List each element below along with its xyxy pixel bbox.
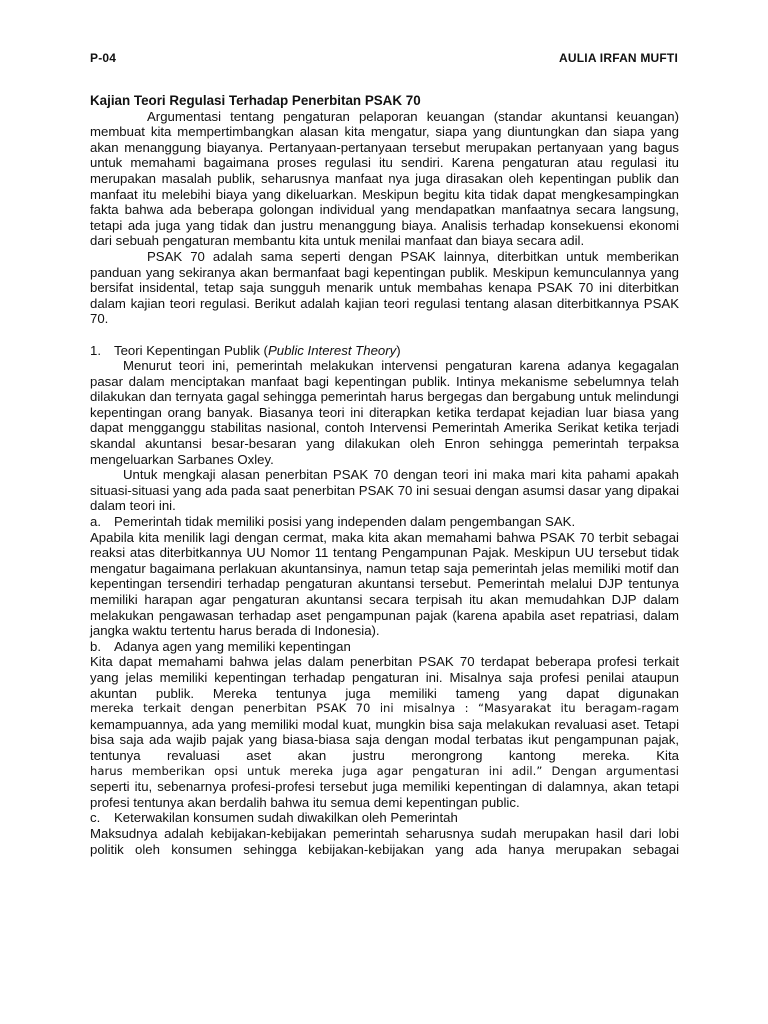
list-item-b-body-1: Kita dapat memahami bahwa jelas dalam penerbitan PSAK 70 terdapat beberapa profesi terkait yang jelas memiliki kepentingan terhadap pengaturan ini. Misalnya saja profesi penilai ataupun akuntan publik. Mereka tentunya juga memiliki tameng yang dapat digunakan <box>90 654 679 701</box>
author-name: AULIA IRFAN MUFTI <box>559 51 678 65</box>
section-1-heading <box>90 343 679 359</box>
list-item-b-body-4: harus memberikan opsi untuk mereka juga agar pengaturan ini adil.” Dengan argumentasi <box>90 763 679 778</box>
section-1-number: 1. <box>90 342 101 358</box>
document-title: Kajian Teori Regulasi Terhadap Penerbitan PSAK 70 <box>90 93 421 108</box>
list-item-a-body: Apabila kita menilik lagi dengan cermat, maka kita akan memahami bahwa PSAK 70 terbit sebagai reaksi atas diterbitkannya UU Nomor 11 tentang Pengampunan Pajak. Meskipun UU tersebut tidak mengatur bagaimana perlakuan akuntansinya, namun tetap saja pemerintah jelas memiliki motif dan kepentingan tersendiri terhadap pengaturan akuntansi tersebut. Pemerintah melalui DJP tentunya memiliki harapan agar pengaturan akuntansi secara terpisah itu akan memudahkan DJP dalam melakukan pengawasan terhadap aset pengampunan pajak (karena apabila aset repatriasi, dalam jangka waktu tertentu harus berada di Indonesia). <box>90 529 679 639</box>
page-header <box>90 51 678 65</box>
paragraph-gap <box>90 327 679 343</box>
list-item-b-heading <box>90 639 679 655</box>
intro-paragraph-1: Argumentasi tentang pengaturan pelaporan keuangan (standar akuntansi keuangan) membuat kita mempertimbangkan alasan kita mengatur, siapa yang diuntungkan dan siapa yang akan menanggung biayanya. Pertanyaan-pertanyaan tersebut merupakan pertanyaan yang bagus untuk memahami bagaimana proses regulasi itu sendiri. Karena pengaturan atau regulasi itu merupakan masalah publik, seharusnya manfaat nya juga dirasakan oleh kepentingan publik dan manfaat itu melebihi biaya yang dikeluarkan. Meskipun begitu kita tidak dapat mengkesampingkan fakta bahwa ada beberapa golongan individual yang mendapatkan manfaatnya secara langsung, tetapi ada juga yang tidak dan justru menanggung biaya. Analisis terhadap konsekuensi ekonomi dari sebuah pengaturan membantu kita untuk menilai manfaat dan biaya secara adil. <box>90 108 679 249</box>
section-1-title: Teori Kepentingan Publik (Public Interest Theory) <box>114 342 401 358</box>
section-1-paragraph-2: Untuk mengkaji alasan penerbitan PSAK 70 dengan teori ini maka mari kita pahami apakah situasi-situasi yang ada pada saat penerbitan PSAK 70 ini sesuai dengan asumsi dasar yang dipakai dalam teori ini. <box>90 467 679 514</box>
list-item-b-body-3: kemampuannya, ada yang memiliki modal kuat, mungkin bisa saja melakukan revaluasi aset. Tetapi bisa saja ada wajib pajak yang biasa-biasa saja dengan modal terbatas ikut pengampunan pajak, tentunya revaluasi aset akan justru merongrong kantong mereka. Kita <box>90 716 679 763</box>
page-code: P-04 <box>90 51 117 65</box>
list-item-b-label: b. <box>90 638 101 654</box>
list-item-b-title: Adanya agen yang memiliki kepentingan <box>114 638 351 654</box>
intro-paragraph-2: PSAK 70 adalah sama seperti dengan PSAK lainnya, diterbitkan untuk memberikan panduan yang sekiranya akan bermanfaat bagi kepentingan publik. Meskipun kemunculannya yang bersifat insidental, tetap saja sungguh menarik untuk membahas kenapa PSAK 70 ini diterbitkan dalam kajian teori regulasi. Berikut adalah kajian teori regulasi tentang alasan diterbitkannya PSAK 70. <box>90 248 679 327</box>
section-1-paragraph-1: Menurut teori ini, pemerintah melakukan intervensi pengaturan karena adanya kegagalan pasar dalam menciptakan manfaat bagi kepentingan publik. Intinya mekanisme sebelumnya telah dilakukan dan ternyata gagal sehingga pemerintah harus bergegas dan bergabung untuk melindungi kepentingan orang banyak. Biasanya teori ini diterapkan ketika terdapat kejadian luar biasa yang dapat mengganggu stabilitas nasional, contoh Intervensi Pemerintah Amerika Serikat ketika terjadi skandal akuntansi besar-besaran yang dilakukan oleh Enron sehingga pemerintah terpaksa mengeluarkan Sarbanes Oxley. <box>90 358 679 467</box>
list-item-c-heading <box>90 810 679 826</box>
list-item-c-label: c. <box>90 810 101 826</box>
list-item-b-body-5: seperti itu, sebenarnya profesi-profesi tersebut juga memiliki kepentingan di dalamnya, akan tetapi profesi tentunya akan berdalih bahwa itu semua demi kepentingan public. <box>90 779 679 810</box>
list-item-a-label: a. <box>90 514 101 530</box>
list-item-c-title: Keterwakilan konsumen sudah diwakilkan oleh Pemerintah <box>114 810 458 826</box>
list-item-c-body: Maksudnya adalah kebijakan-kebijakan pemerintah seharusnya sudah merupakan hasil dari lobi politik oleh konsumen sehingga kebijakan-kebijakan yang ada hanya merupakan sebagai <box>90 825 679 857</box>
list-item-a-heading <box>90 514 679 530</box>
list-item-a-title: Pemerintah tidak memiliki posisi yang independen dalam pengembangan SAK. <box>114 514 576 530</box>
list-item-b-body-2: mereka terkait dengan penerbitan PSAK 70 ini misalnya : “Masyarakat itu beragam-ragam <box>90 701 679 716</box>
document-body <box>90 93 679 857</box>
section-1-title-italic: Public Interest Theory <box>267 342 397 358</box>
